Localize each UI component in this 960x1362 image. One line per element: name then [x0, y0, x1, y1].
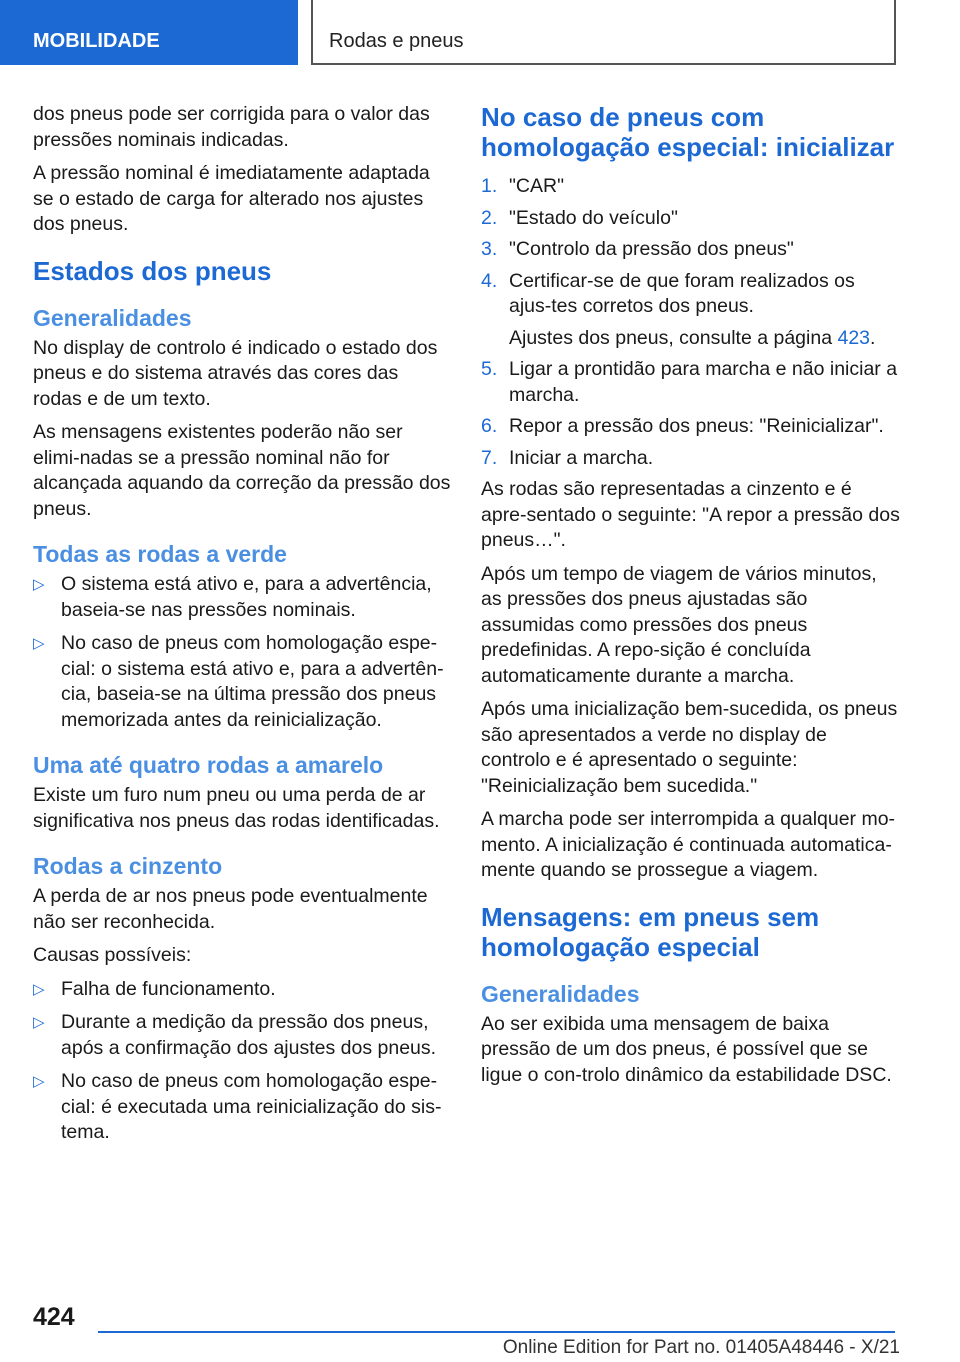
list-item: ▷ Durante a medição da pressão dos pneus, após a confirmação dos ajustes dos pneus. — [33, 1011, 437, 1059]
triangle-bullet-icon: ▷ — [33, 635, 45, 652]
generalidades-paragraph-1: No display de controlo é indicado o estado dos pneus e do sistema através das cores das rodas e de um texto. — [33, 336, 438, 410]
right-paragraph-1: As rodas são representadas a cinzento e é apre-sentado o seguinte: "A repor a pressão dos pneus…". — [481, 478, 900, 551]
step-item: 1. "CAR" — [481, 174, 901, 200]
heading-generalidades: Generalidades — [33, 304, 192, 331]
page-link[interactable]: 423 — [837, 326, 871, 349]
step-item: 3. "Controlo da pressão dos pneus" — [481, 237, 901, 263]
triangle-bullet-icon: ▷ — [33, 576, 45, 593]
step-number: 5. — [481, 358, 498, 380]
step-item: 2. "Estado do veículo" — [481, 206, 901, 232]
heading-rodas-verde: Todas as rodas a verde — [33, 541, 287, 567]
intro-paragraph-2: A pressão nominal é imediatamente adaptada se o estado de carga for alterado nos ajustes dos pneus. — [33, 162, 430, 235]
left-column — [33, 102, 451, 1154]
right-paragraph-4: A marcha pode ser interrompida a qualquer mo-mento. A inicialização é continuada automatica-mente quando se prossegue a viagem. — [481, 808, 896, 881]
generalidades-paragraph-2: As mensagens existentes poderão não ser elimi-nadas se a pressão nominal não for alcançada aquando da correção da pressão dos pneus. — [33, 421, 451, 520]
step-number: 3. — [481, 238, 498, 260]
header-section-label: MOBILIDADE — [33, 30, 160, 52]
list-item: ▷ No caso de pneus com homologação espe-cial: é executada uma reinicialização do sis-tema. — [33, 1070, 442, 1143]
step-number: 2. — [481, 206, 498, 229]
cinzento-paragraph-1: A perda de ar nos pneus pode eventualmente não ser reconhecida. — [33, 885, 428, 933]
heading-rodas-amarelo: Uma até quatro rodas a amarelo — [33, 752, 384, 778]
cinzento-paragraph-2: Causas possíveis: — [33, 944, 192, 966]
steps-list — [481, 174, 901, 471]
right-paragraph-2: Após um tempo de viagem de vários minutos, as pressões dos pneus ajustadas são assumidas como pressões dos pneus predefinidas. A repo-sição é concluída automaticamente durante a marcha. — [481, 562, 877, 687]
heading-rodas-cinzento: Rodas a cinzento — [33, 853, 223, 879]
step-number: 7. — [481, 446, 498, 469]
page-number: 424 — [33, 1303, 75, 1331]
cinzento-list — [33, 977, 451, 1146]
verde-list — [33, 572, 451, 733]
step-item: 7. Iniciar a marcha. — [481, 446, 901, 472]
list-item: ▷ O sistema está ativo e, para a advertência, baseia-se nas pressões nominais. — [33, 573, 432, 621]
step-number: 6. — [481, 415, 498, 437]
amarelo-paragraph: Existe um furo num pneu ou uma perda de ar significativa nos pneus das rodas identificadas. — [33, 784, 440, 832]
heading-inicializar: No caso de pneus com homologação especial: inicializar — [481, 102, 895, 162]
step-cross-reference: Ajustes dos pneus, consulte a página 423. — [509, 326, 876, 349]
step-item: 4. Certificar-se de que foram realizados os ajus-tes corretos dos pneus. Ajustes dos pneus, consulte a página 423. — [481, 269, 901, 352]
heading-estados-dos-pneus: Estados dos pneus — [33, 255, 272, 286]
triangle-bullet-icon: ▷ — [33, 1014, 45, 1031]
intro-paragraph-1: dos pneus pode ser corrigida para o valor das pressões nominais indicadas. — [33, 103, 430, 151]
header-chapter-tab — [311, 0, 896, 65]
generalidades-right-paragraph: Ao ser exibida uma mensagem de baixa pressão de um dos pneus, é possível que se ligue o con-trolo dinâmico da estabilidade DSC. — [481, 1012, 892, 1086]
triangle-bullet-icon: ▷ — [33, 1073, 45, 1090]
step-item: 6. Repor a pressão dos pneus: "Reinicializar". — [481, 414, 901, 440]
triangle-bullet-icon: ▷ — [33, 980, 45, 998]
list-item: ▷ Falha de funcionamento. — [33, 977, 451, 1003]
step-number: 4. — [481, 269, 498, 292]
step-number: 1. — [481, 175, 498, 197]
list-item: ▷ No caso de pneus com homologação espe-cial: o sistema está ativo e, para a advertên-cia, baseia-se na última pressão dos pneus memorizada antes da reinicialização. — [33, 632, 444, 731]
heading-mensagens: Mensagens: em pneus sem homologação especial — [481, 901, 820, 962]
heading-generalidades-right: Generalidades — [481, 980, 640, 1007]
right-column — [481, 102, 901, 1096]
right-paragraph-3: Após uma inicialização bem-sucedida, os pneus são apresentados a verde no display de controlo e é apresentado o seguinte: "Reinicialização bem sucedida." — [481, 698, 898, 797]
footer-divider — [98, 1331, 895, 1333]
footer-edition-text: Online Edition for Part no. 01405A48446 - X/21 — [502, 1337, 900, 1358]
header-section-tab — [0, 0, 298, 65]
step-item: 5. Ligar a prontidão para marcha e não iniciar a marcha. — [481, 358, 898, 406]
header-chapter-label: Rodas e pneus — [329, 30, 464, 52]
